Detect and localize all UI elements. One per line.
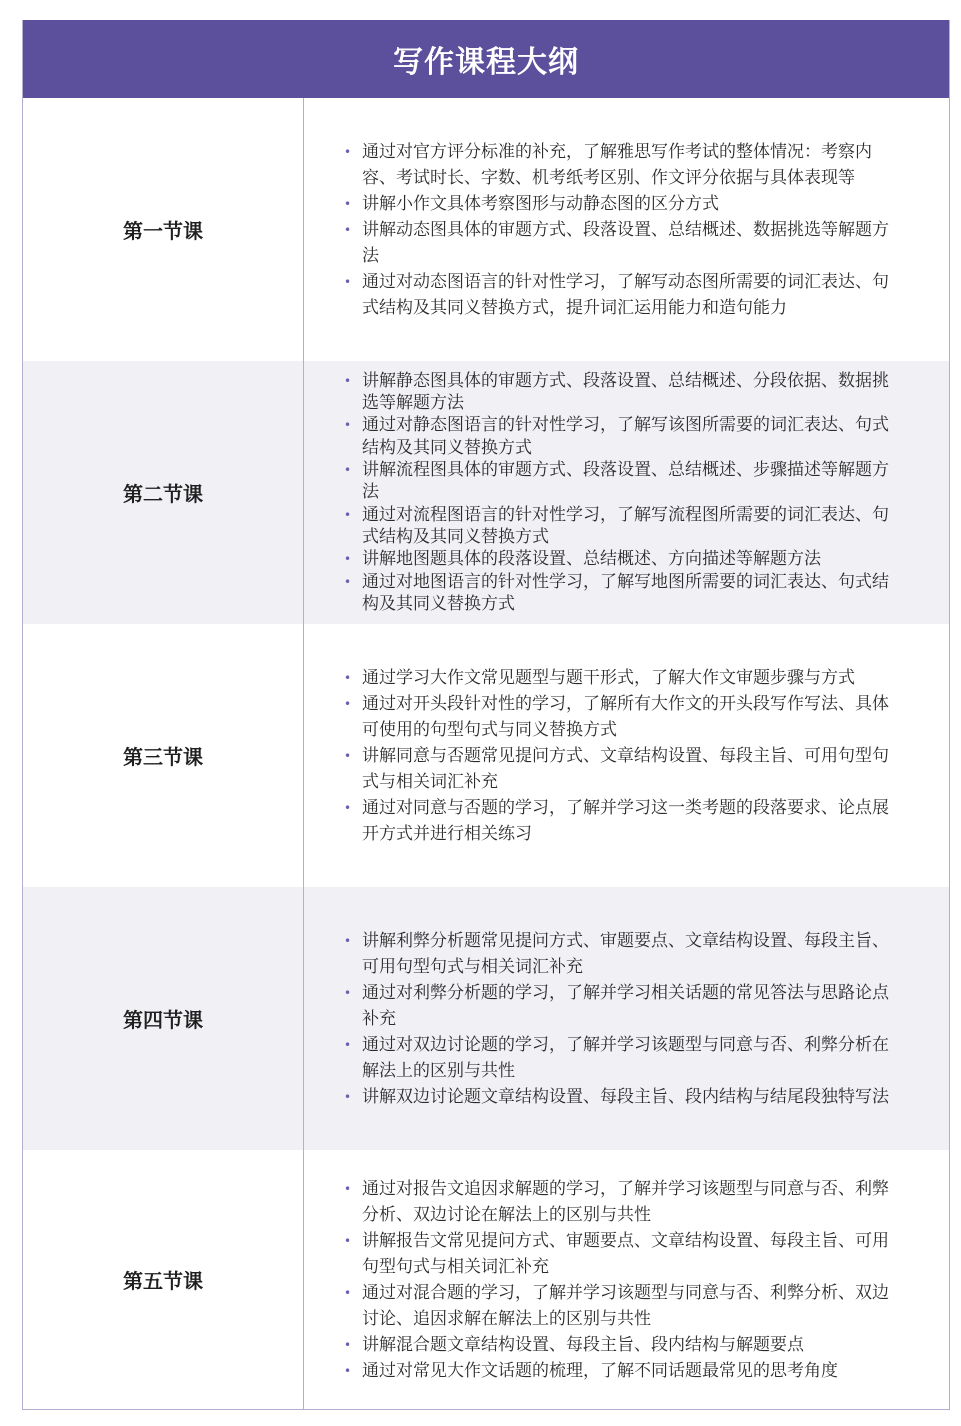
lesson-label: 第四节课 bbox=[123, 1008, 203, 1032]
list-item: • 讲解地图题具体的段落设置、总结概述、方向描述等解题方法 bbox=[344, 548, 899, 570]
list-item: • 通过对静态图语言的针对性学习，了解写该图所需要的词汇表达、句式结构及其同义替换方式 bbox=[344, 414, 899, 459]
lesson-row-5 bbox=[23, 1150, 949, 1409]
course-outline-table bbox=[22, 20, 950, 1410]
lesson-label: 第二节课 bbox=[123, 482, 203, 506]
list-item: • 讲解静态图具体的审题方式、段落设置、总结概述、分段依据、数据挑选等解题方法 bbox=[344, 370, 899, 415]
point-list bbox=[344, 665, 899, 847]
list-item: • 讲解双边讨论题文章结构设置、每段主旨、段内结构与结尾段独特写法 bbox=[344, 1084, 899, 1110]
lesson-content bbox=[304, 624, 949, 887]
list-item: • 通过对同意与否题的学习，了解并学习这一类考题的段落要求、论点展开方式并进行相关练习 bbox=[344, 795, 899, 847]
list-item: • 通过对报告文追因求解题的学习，了解并学习该题型与同意与否、利弊分析、双边讨论在解法上的区别与共性 bbox=[344, 1176, 899, 1228]
list-item: • 讲解混合题文章结构设置、每段主旨、段内结构与解题要点 bbox=[344, 1332, 899, 1358]
lesson-cell bbox=[23, 98, 304, 361]
list-item: • 通过对利弊分析题的学习，了解并学习相关话题的常见答法与思路论点补充 bbox=[344, 980, 899, 1032]
lesson-cell bbox=[23, 361, 304, 624]
lesson-label: 第三节课 bbox=[123, 745, 203, 769]
lesson-content bbox=[304, 887, 949, 1150]
list-item: • 通过对动态图语言的针对性学习，了解写动态图所需要的词汇表达、句式结构及其同义替换方式，提升词汇运用能力和造句能力 bbox=[344, 269, 899, 321]
point-list bbox=[344, 139, 899, 321]
lesson-row-4 bbox=[23, 887, 949, 1150]
point-list bbox=[344, 928, 899, 1110]
lesson-row-2 bbox=[23, 361, 949, 624]
list-item: • 通过学习大作文常见题型与题干形式，了解大作文审题步骤与方式 bbox=[344, 665, 899, 691]
page-title: 写作课程大纲 bbox=[393, 45, 579, 80]
lesson-cell bbox=[23, 1150, 304, 1409]
list-item: • 讲解小作文具体考察图形与动静态图的区分方式 bbox=[344, 191, 899, 217]
list-item: • 通过对开头段针对性的学习，了解所有大作文的开头段写作写法、具体可使用的句型句式与同义替换方式 bbox=[344, 691, 899, 743]
lesson-content bbox=[304, 1150, 949, 1409]
list-item: • 讲解流程图具体的审题方式、段落设置、总结概述、步骤描述等解题方法 bbox=[344, 459, 899, 504]
list-item: • 通过对双边讨论题的学习，了解并学习该题型与同意与否、利弊分析在解法上的区别与共性 bbox=[344, 1032, 899, 1084]
lesson-content bbox=[304, 361, 949, 624]
list-item: • 通过对常见大作文话题的梳理，了解不同话题最常见的思考角度 bbox=[344, 1358, 899, 1384]
list-item: • 通过对官方评分标准的补充，了解雅思写作考试的整体情况：考察内容、考试时长、字数、机考纸考区别、作文评分依据与具体表现等 bbox=[344, 139, 899, 191]
lesson-cell bbox=[23, 887, 304, 1150]
lesson-label: 第五节课 bbox=[123, 1269, 203, 1293]
lesson-cell bbox=[23, 624, 304, 887]
point-list bbox=[344, 1176, 899, 1384]
list-item: • 讲解利弊分析题常见提问方式、审题要点、文章结构设置、每段主旨、可用句型句式与相关词汇补充 bbox=[344, 928, 899, 980]
list-item: • 通过对地图语言的针对性学习，了解写地图所需要的词汇表达、句式结构及其同义替换方式 bbox=[344, 571, 899, 616]
lesson-content bbox=[304, 98, 949, 361]
lesson-row-3 bbox=[23, 624, 949, 887]
list-item: • 通过对流程图语言的针对性学习，了解写流程图所需要的词汇表达、句式结构及其同义替换方式 bbox=[344, 504, 899, 549]
list-item: • 讲解动态图具体的审题方式、段落设置、总结概述、数据挑选等解题方法 bbox=[344, 217, 899, 269]
list-item: • 讲解报告文常见提问方式、审题要点、文章结构设置、每段主旨、可用句型句式与相关词汇补充 bbox=[344, 1228, 899, 1280]
table-header bbox=[23, 20, 949, 98]
list-item: • 讲解同意与否题常见提问方式、文章结构设置、每段主旨、可用句型句式与相关词汇补充 bbox=[344, 743, 899, 795]
lesson-rows bbox=[23, 98, 949, 1409]
lesson-row-1 bbox=[23, 98, 949, 361]
lesson-label: 第一节课 bbox=[123, 219, 203, 243]
point-list bbox=[344, 370, 899, 615]
list-item: • 通过对混合题的学习，了解并学习该题型与同意与否、利弊分析、双边讨论、追因求解在解法上的区别与共性 bbox=[344, 1280, 899, 1332]
